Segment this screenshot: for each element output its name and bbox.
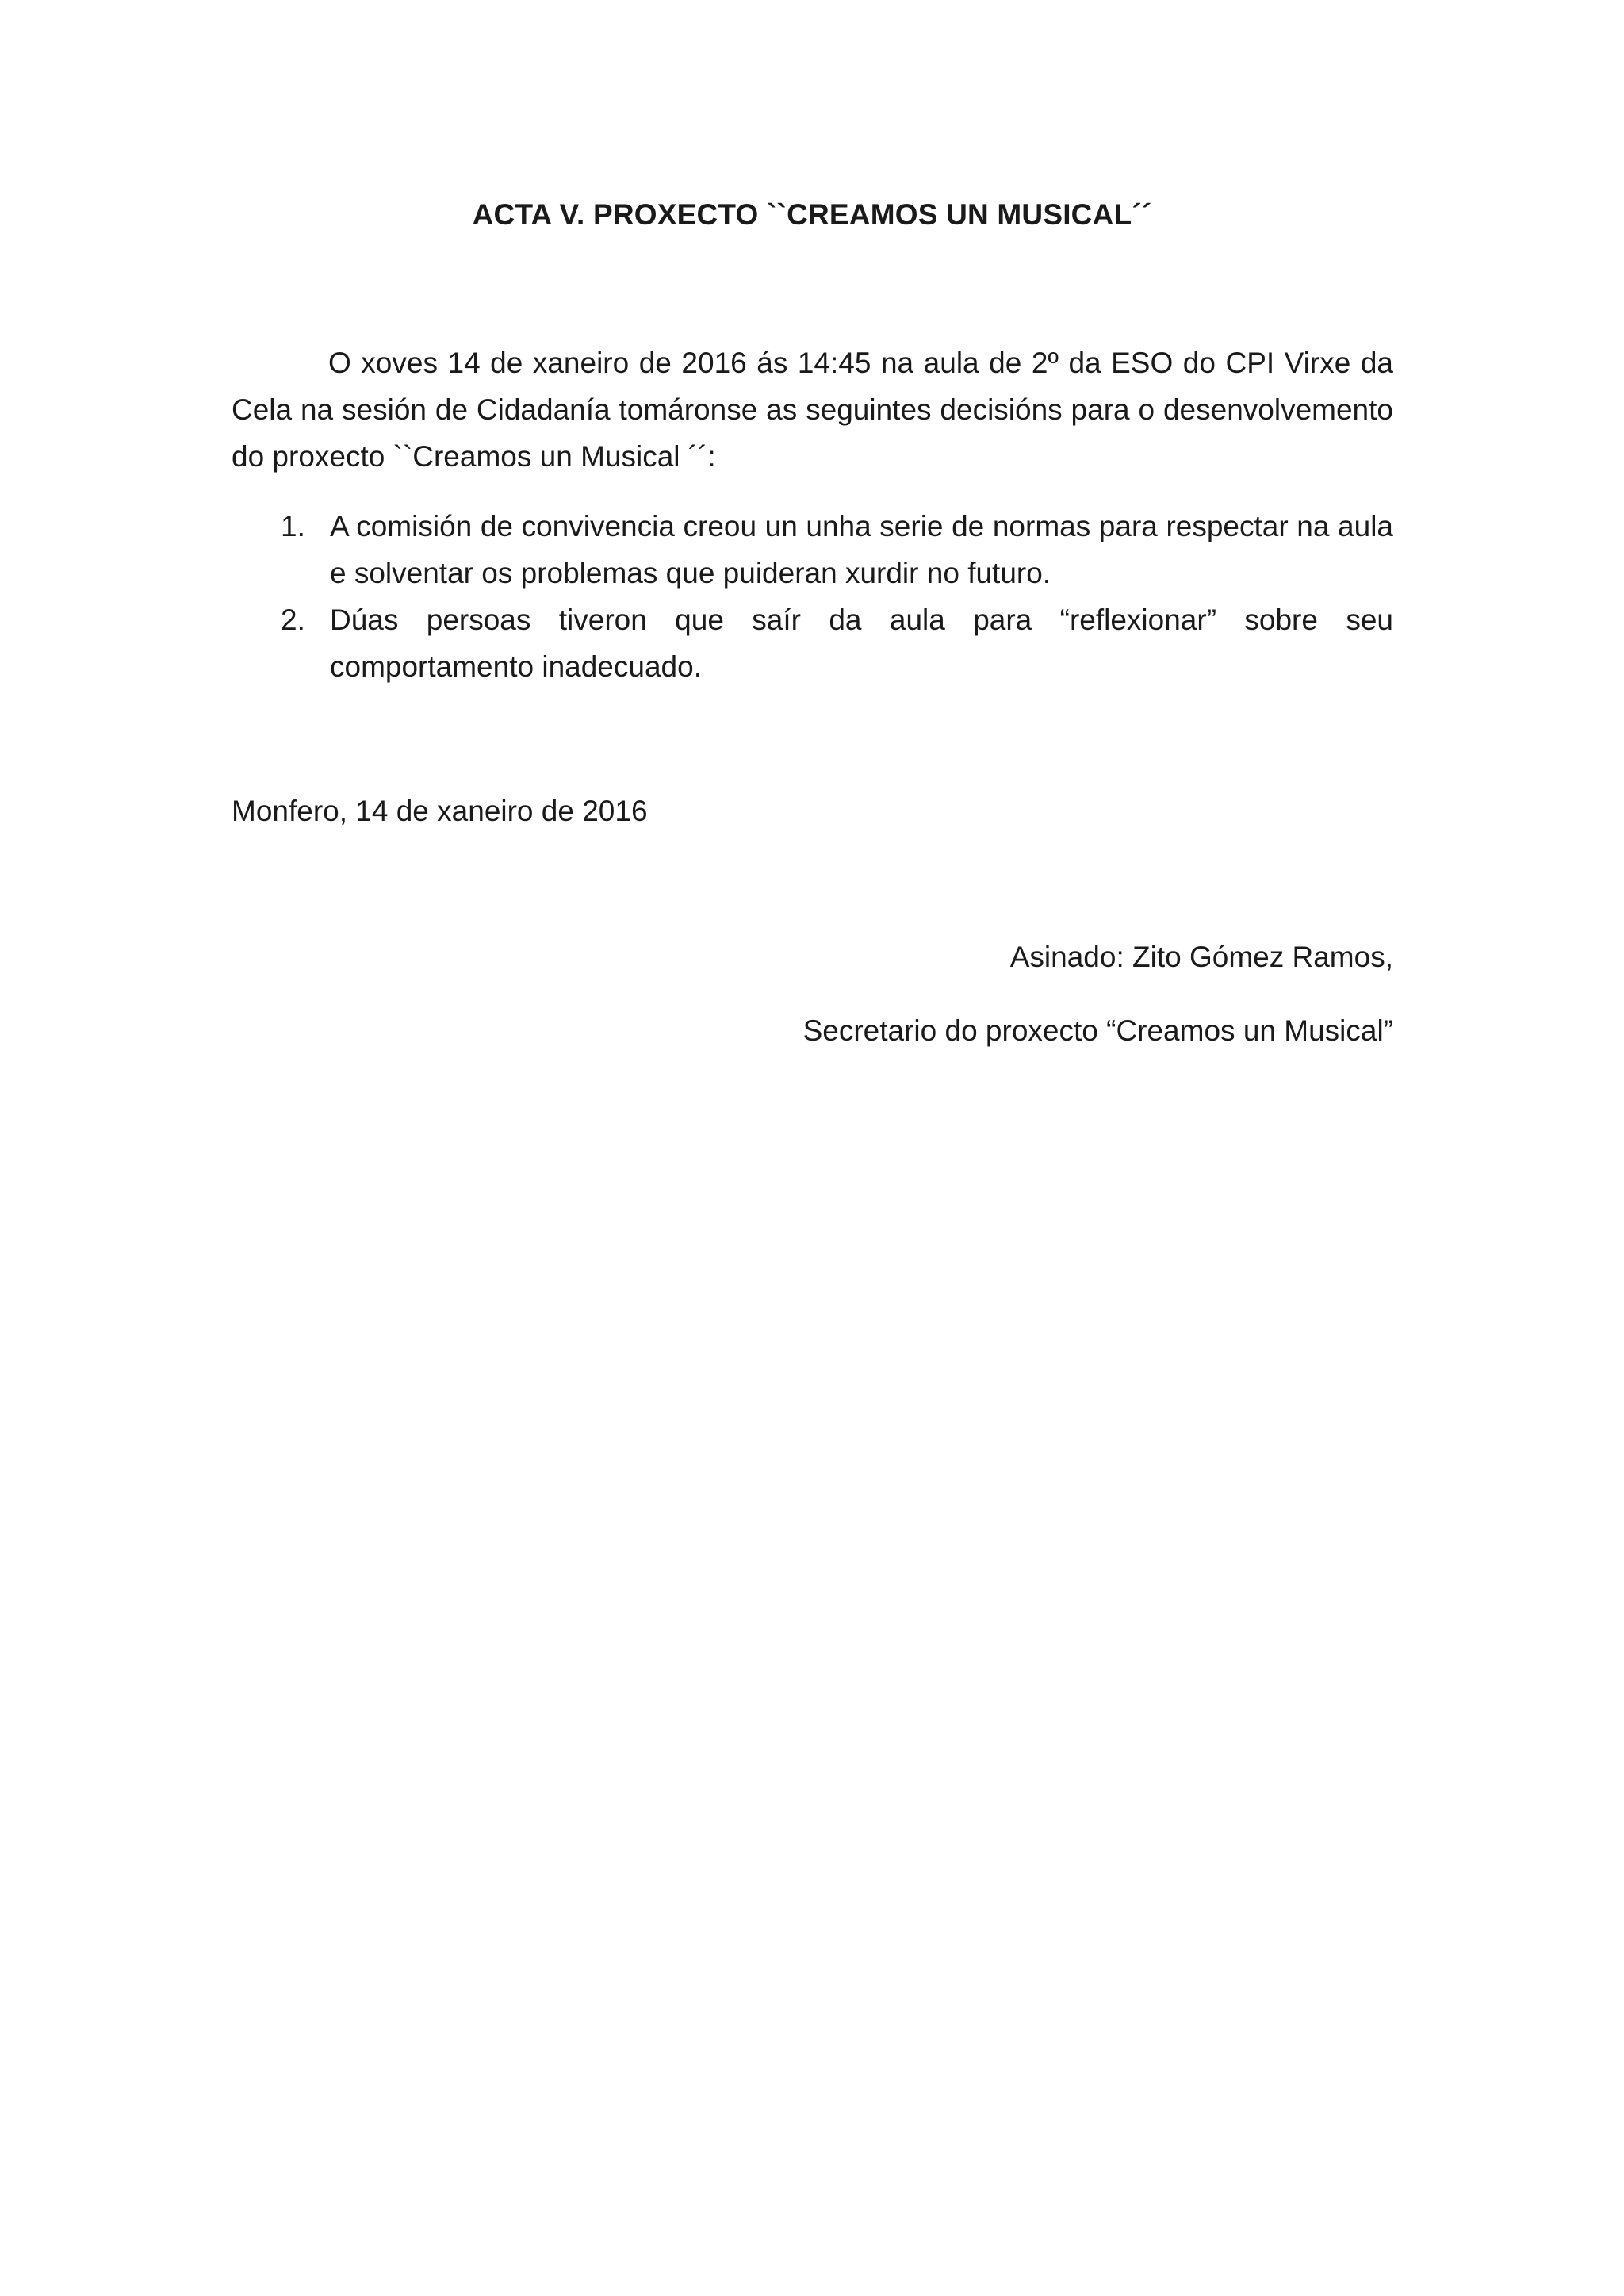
list-item bbox=[232, 503, 1393, 596]
secretary-line: Secretario do proxecto “Creamos un Musical” bbox=[802, 1014, 1393, 1047]
list-item-text: A comisión de convivencia creou un unha serie de normas para respectar na aula e solventar os problemas que puideran xurdir no futuro. bbox=[330, 510, 1393, 589]
intro-paragraph: O xoves 14 de xaneiro de 2016 ás 14:45 na aula de 2º da ESO do CPI Virxe da Cela na sesión de Cidadanía tomáronse as seguintes decisións para o desenvolvemento do proxecto ``Creamos un Musical ´´: bbox=[232, 347, 1393, 473]
list-item-number: 1. bbox=[281, 510, 305, 542]
list-item-text: Dúas persoas tiveron que saír da aula para “reflexionar” sobre seu comportamento inadecuado. bbox=[330, 604, 1393, 683]
list-item bbox=[232, 596, 1393, 690]
document-title: ACTA V. PROXECTO ``CREAMOS UN MUSICAL´´ bbox=[472, 198, 1152, 231]
list-item-number: 2. bbox=[281, 604, 305, 636]
signature-line: Asinado: Zito Gómez Ramos, bbox=[1009, 941, 1393, 973]
decisions-list bbox=[232, 503, 1393, 690]
place-date: Monfero, 14 de xaneiro de 2016 bbox=[232, 795, 648, 827]
